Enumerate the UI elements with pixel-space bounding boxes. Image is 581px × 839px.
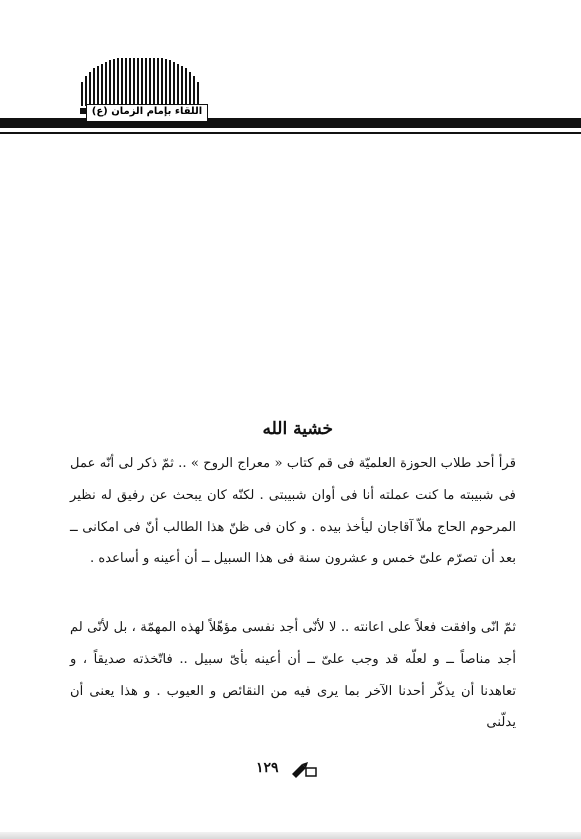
paragraph-2: ثمّ انّى وافقت فعلاً على اعانته .. لا لأنّى أجد نفسى مؤهّلاً لهذه المهمّة ، بل لأنّى لم أجد مناصاً ــ و لعلّه قد وجب علىّ ــ أن أعينه بأىّ سبيل .. فاتّخذته صديقاً ، و تعاهدنا أن يذكّر أحدنا الآخر بما يرى فيه من النقائص و العيوب . و هذا يعنى أن يدلّنى bbox=[70, 620, 516, 731]
pen-on-paper-icon bbox=[290, 760, 318, 778]
page-number: ١٢٩ bbox=[256, 760, 279, 776]
section-title: خشية الله bbox=[262, 419, 333, 439]
paragraph-1: قرأ أحد طلاب الحوزة العلميّة فى قم كتاب « معراج الروح » .. ثمّ ذكر لى أنّه عمل فى شبيبته ما كنت عملته أنا فى أوان شبيبتى . لكنّه كان يبحث عن رفيق له نظير المرحوم الحاج ملاّ آقاجان ليأخذ بيده . و كان فى ظنّ هذا الطالب أنّ فى امكانى ــ بعد أن تصرّم علىّ خمس و عشرون سنة فى هذا السبيل ــ أن أعينه و أساعده . bbox=[70, 456, 516, 567]
book-title: اللقاء بإمام الزمان (ع) bbox=[86, 104, 208, 122]
header-rule-thin bbox=[0, 132, 581, 134]
page-bottom-edge bbox=[0, 832, 581, 839]
